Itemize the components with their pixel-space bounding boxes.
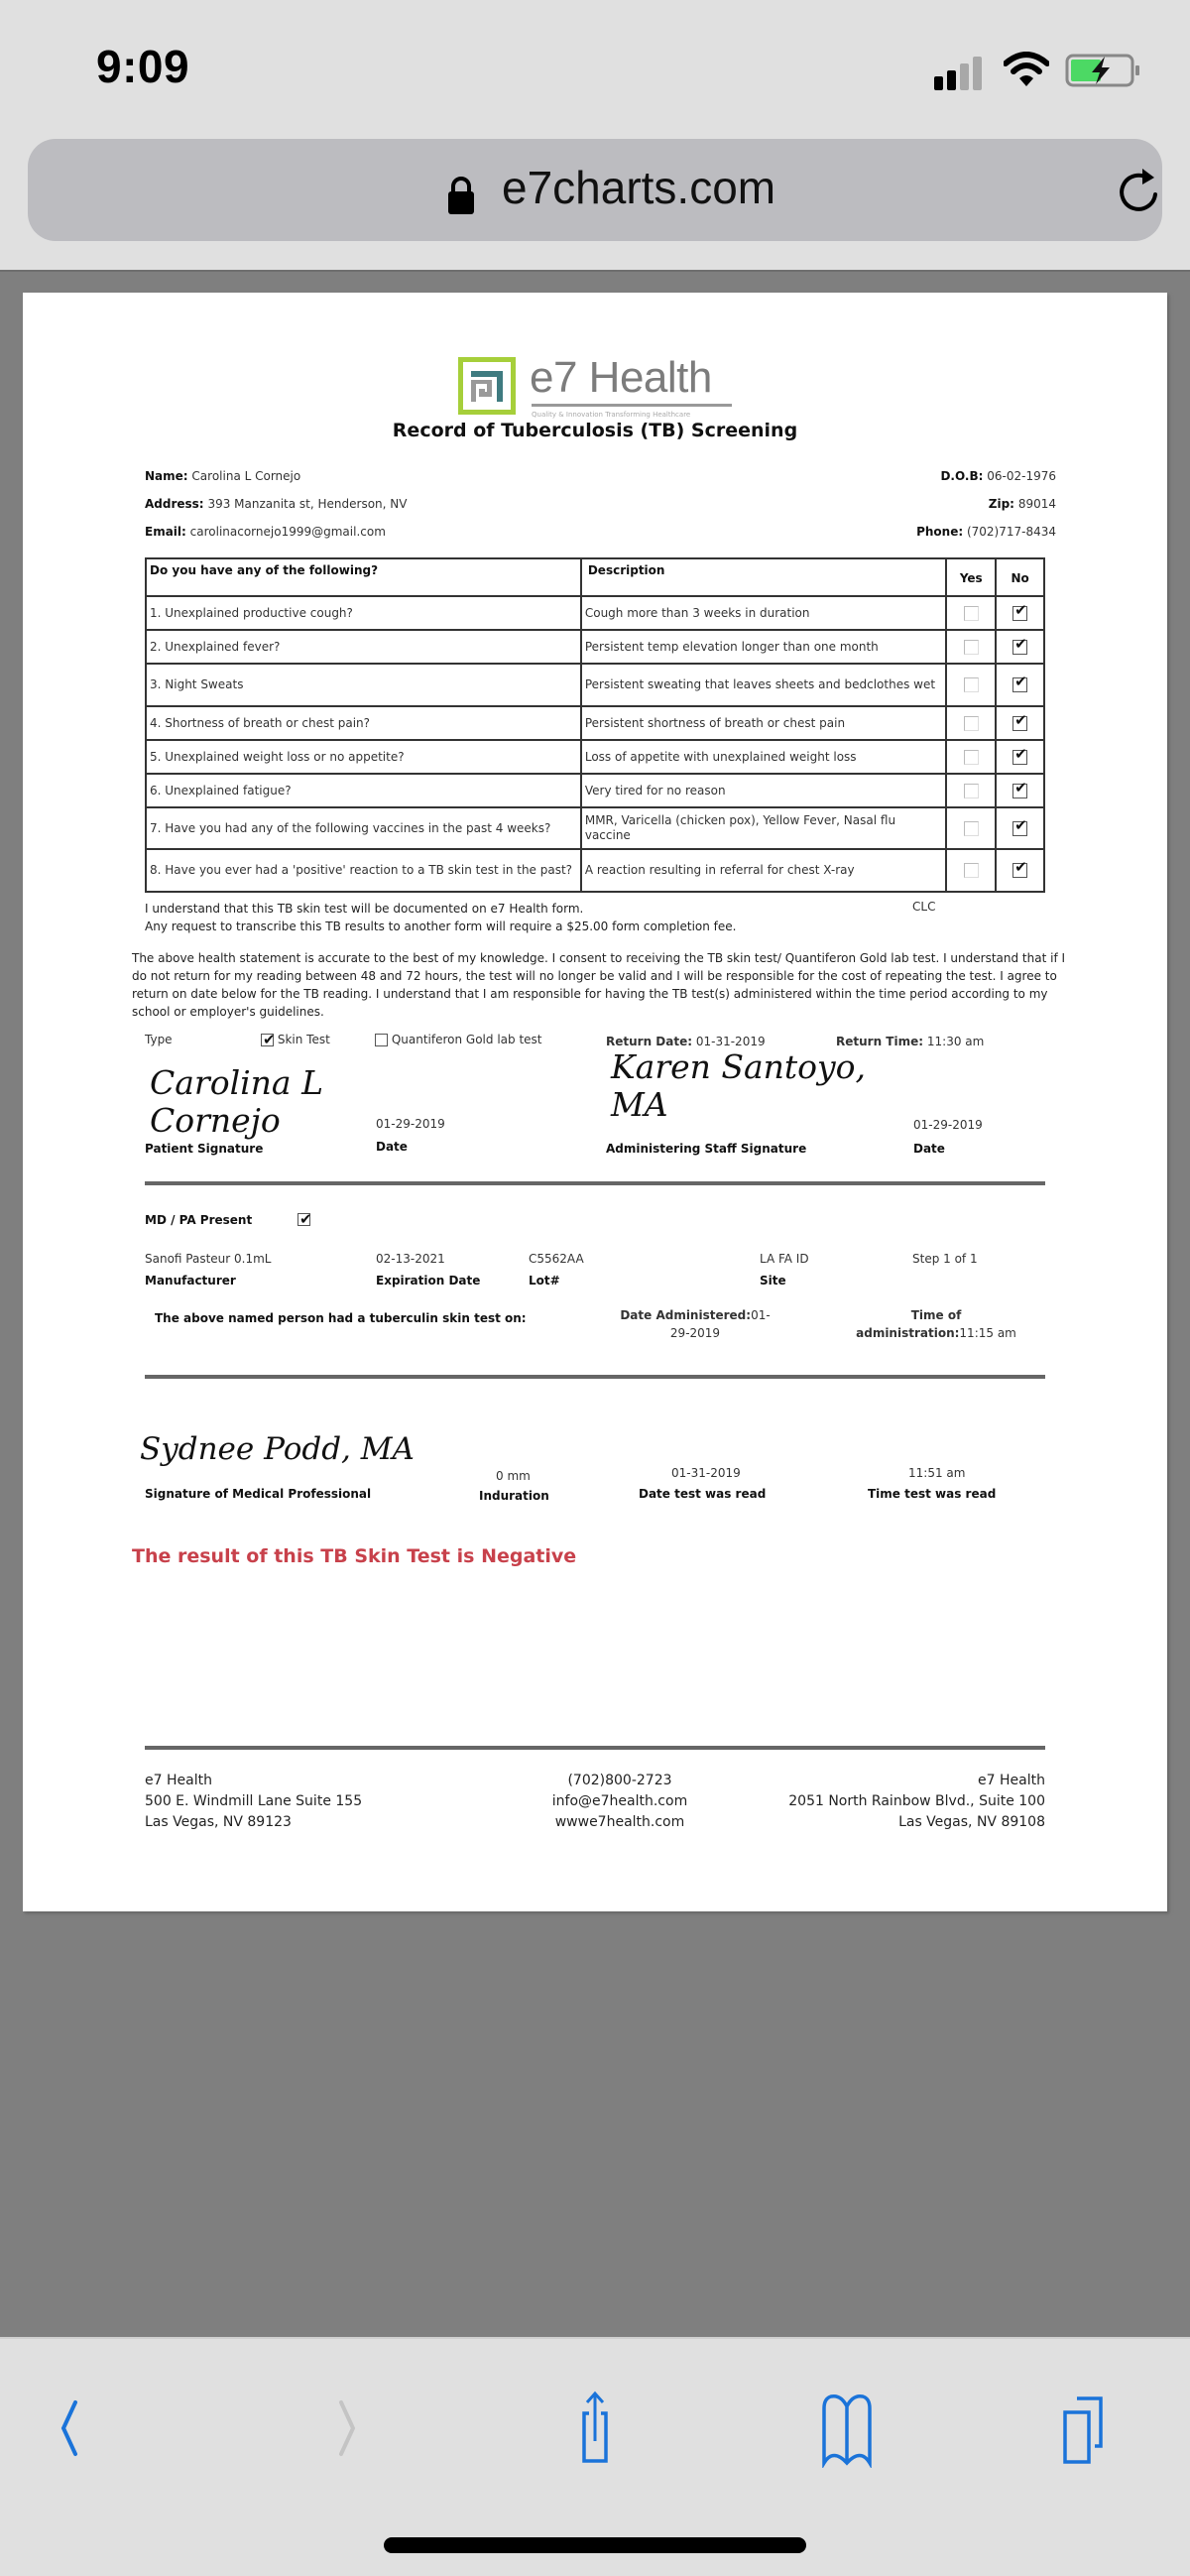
share-icon[interactable]	[555, 2389, 635, 2468]
patient-name: Carolina L Cornejo	[191, 469, 301, 483]
expiration-value: 02-13-2021	[376, 1252, 445, 1266]
test-result: The result of this TB Skin Test is Negative	[132, 1545, 577, 1567]
dob-value: 06-02-1976	[987, 469, 1056, 483]
initials: CLC	[912, 900, 936, 914]
cellular-signal-icon	[934, 55, 994, 90]
footer-phone: (702)800-2723	[567, 1773, 672, 1788]
footer-left-line: e7 Health	[145, 1773, 212, 1788]
time-read-value: 11:51 am	[908, 1466, 966, 1480]
patient-name-row	[145, 469, 1056, 483]
patient-signature-line-2: Cornejo	[150, 1101, 281, 1140]
patient-address-row	[145, 497, 1056, 511]
header-no: No	[996, 558, 1044, 596]
question-cell: 7. Have you had any of the following vaccines in the past 4 weeks?	[146, 807, 581, 849]
wifi-icon	[1004, 52, 1049, 87]
expiration-label: Expiration Date	[376, 1274, 481, 1288]
email-label: Email:	[145, 525, 186, 539]
chevron-left-icon[interactable]	[40, 2389, 119, 2468]
no-checkbox[interactable]	[1012, 716, 1027, 731]
date-read-value: 01-31-2019	[671, 1466, 741, 1480]
tabs-icon[interactable]	[1057, 2389, 1136, 2468]
staff-signature	[611, 1048, 866, 1124]
status-time: 9:09	[96, 41, 190, 92]
patient-date-label: Date	[376, 1140, 408, 1154]
acknowledgement-line-2: Any request to transcribe this TB results to another form will require a $25.00 form completion fee.	[145, 920, 737, 933]
yes-checkbox[interactable]	[964, 821, 979, 836]
section-divider	[145, 1375, 1045, 1379]
staff-signature-line-2: MA	[611, 1085, 668, 1124]
site-label: Site	[760, 1274, 786, 1288]
question-cell: 8. Have you ever had a 'positive' reaction to a TB skin test in the past?	[146, 849, 581, 892]
chevron-right-icon[interactable]	[298, 2389, 377, 2468]
description-cell: Cough more than 3 weeks in duration	[581, 596, 947, 630]
table-header-row	[146, 558, 1044, 596]
description-cell: MMR, Varicella (chicken pox), Yellow Fever, Nasal flu vaccine	[581, 807, 947, 849]
home-indicator[interactable]	[384, 2537, 806, 2553]
footer-left-address	[145, 1771, 362, 1833]
step-value: Step 1 of 1	[912, 1252, 978, 1266]
induration-value: 0 mm	[496, 1469, 531, 1483]
skin-test-checkbox[interactable]	[261, 1034, 274, 1046]
patient-signature-line-1: Carolina L	[150, 1063, 324, 1102]
manufacturer-value: Sanofi Pasteur 0.1mL	[145, 1252, 272, 1266]
footer-website: wwwe7health.com	[554, 1814, 685, 1830]
site-value: LA FA ID	[760, 1252, 809, 1266]
acknowledgement-line-1: I understand that this TB skin test will be documented on e7 Health form.	[145, 902, 584, 916]
header-yes: Yes	[946, 558, 996, 596]
phone-value: (702)717-8434	[966, 525, 1056, 539]
quantiferon-label: Quantiferon Gold lab test	[391, 1033, 542, 1046]
logo-rule	[532, 404, 732, 407]
zip-label: Zip:	[988, 497, 1014, 511]
footer-right-line: Las Vegas, NV 89108	[898, 1814, 1045, 1830]
patient-signature	[150, 1064, 323, 1140]
return-date-value: 01-31-2019	[695, 1035, 766, 1048]
consent-paragraph: The above health statement is accurate to the best of my knowledge. I consent to receiving the TB skin test/ Quantiferon Gold lab test. I understand that if I do not return for my reading between 48 and 72 hours, the test will no longer be valid and I will be responsible for the cost of repeating the test. I agree to return on date below for the TB reading. I understand that I am responsible for having the TB test(s) administered within the time period according to my school or employer's guidelines.	[132, 951, 1066, 1019]
footer-right-line: 2051 North Rainbow Blvd., Suite 100	[788, 1793, 1045, 1809]
no-checkbox[interactable]	[1012, 750, 1027, 765]
skin-test-label: Skin Test	[277, 1033, 330, 1046]
table-row	[146, 706, 1044, 740]
footer-email: info@e7health.com	[551, 1793, 688, 1809]
no-checkbox[interactable]	[1012, 784, 1027, 798]
logo-brand-text: e7 Health	[530, 353, 712, 402]
quantiferon-checkbox[interactable]	[375, 1034, 388, 1046]
zip-value: 89014	[1017, 497, 1056, 511]
staff-date-label: Date	[913, 1142, 945, 1156]
address-bar[interactable]	[28, 139, 1162, 241]
description-cell: Persistent temp elevation longer than one month	[581, 630, 947, 664]
battery-charging-icon	[1065, 54, 1142, 87]
header-description: Description	[581, 558, 947, 596]
description-cell: Persistent shortness of breath or chest pain	[581, 706, 947, 740]
staff-signature-label: Administering Staff Signature	[606, 1142, 807, 1156]
no-checkbox[interactable]	[1012, 677, 1027, 692]
table-row	[146, 807, 1044, 849]
dob-label: D.O.B:	[940, 469, 984, 483]
question-cell: 4. Shortness of breath or chest pain?	[146, 706, 581, 740]
footer-left-line: Las Vegas, NV 89123	[145, 1814, 292, 1830]
manufacturer-label: Manufacturer	[145, 1274, 236, 1288]
footer-right-address	[788, 1771, 1045, 1833]
url-text[interactable]: e7charts.com	[502, 162, 776, 213]
phone-label: Phone:	[916, 525, 964, 539]
no-checkbox[interactable]	[1012, 640, 1027, 655]
return-time-field	[836, 1035, 984, 1048]
address-label: Address:	[145, 497, 204, 511]
lock-icon	[446, 176, 476, 215]
footer-right-line: e7 Health	[978, 1773, 1045, 1788]
book-icon[interactable]	[807, 2389, 887, 2468]
staff-date: 01-29-2019	[913, 1118, 983, 1132]
yes-checkbox[interactable]	[964, 750, 979, 765]
staff-signature-line-1: Karen Santoyo,	[611, 1047, 867, 1086]
lot-label: Lot#	[529, 1274, 560, 1288]
type-label: Type	[145, 1033, 173, 1046]
header-question: Do you have any of the following?	[146, 558, 581, 596]
no-checkbox[interactable]	[1012, 821, 1027, 836]
yes-checkbox[interactable]	[964, 784, 979, 798]
md-pa-present-label: MD / PA Present	[145, 1213, 253, 1227]
time-read-label: Time test was read	[868, 1487, 997, 1501]
logo-mark-icon	[458, 357, 516, 415]
document-page	[23, 293, 1167, 1911]
return-time-label: Return Time:	[836, 1035, 924, 1048]
symptom-questionnaire-table	[145, 557, 1045, 893]
yes-checkbox[interactable]	[964, 716, 979, 731]
date-read-label: Date test was read	[639, 1487, 767, 1501]
question-cell: 5. Unexplained weight loss or no appetite?	[146, 740, 581, 774]
table-row	[146, 630, 1044, 664]
question-cell: 2. Unexplained fever?	[146, 630, 581, 664]
reload-icon[interactable]	[1115, 165, 1164, 218]
document-title: Record of Tuberculosis (TB) Screening	[392, 420, 798, 441]
time-administered-field	[842, 1306, 1030, 1342]
question-cell: 6. Unexplained fatigue?	[146, 774, 581, 807]
date-administered-label: Date Administered:	[620, 1308, 752, 1322]
footer-contact	[496, 1771, 744, 1833]
question-cell: 3. Night Sweats	[146, 664, 581, 706]
no-checkbox[interactable]	[1012, 606, 1027, 621]
description-cell: A reaction resulting in referral for chest X-ray	[581, 849, 947, 892]
time-administered-label: Time of administration:	[856, 1308, 962, 1340]
dob-field	[940, 469, 1056, 483]
return-date-field	[606, 1035, 766, 1048]
medical-professional-signature: Sydnee Podd, MA	[140, 1431, 415, 1467]
footer-left-line: 500 E. Windmill Lane Suite 155	[145, 1793, 363, 1809]
yes-checkbox[interactable]	[964, 640, 979, 655]
table-row	[146, 849, 1044, 892]
yes-checkbox[interactable]	[964, 863, 979, 878]
lot-value: C5562AA	[529, 1252, 584, 1266]
description-cell: Very tired for no reason	[581, 774, 947, 807]
phone-field	[916, 525, 1056, 539]
footer-divider	[145, 1746, 1045, 1750]
patient-signature-label: Patient Signature	[145, 1142, 264, 1156]
yes-checkbox[interactable]	[964, 606, 979, 621]
induration-label: Induration	[479, 1489, 549, 1503]
question-cell: 1. Unexplained productive cough?	[146, 596, 581, 630]
zip-field	[989, 497, 1056, 511]
date-administered-field	[616, 1306, 774, 1342]
return-time-value: 11:30 am	[926, 1035, 985, 1048]
name-label: Name:	[145, 469, 188, 483]
table-row	[146, 596, 1044, 630]
e7-health-logo	[458, 353, 756, 423]
table-row	[146, 664, 1044, 706]
patient-date: 01-29-2019	[376, 1117, 445, 1131]
patient-email-row	[145, 525, 1056, 539]
yes-checkbox[interactable]	[964, 677, 979, 692]
no-checkbox[interactable]	[1012, 863, 1027, 878]
md-pa-present-checkbox[interactable]	[298, 1213, 310, 1226]
description-cell: Persistent sweating that leaves sheets and bedclothes wet	[581, 664, 947, 706]
administration-statement: The above named person had a tuberculin skin test on:	[155, 1311, 527, 1325]
acknowledgement	[145, 900, 737, 935]
logo-tagline: Quality & Innovation Transforming Healthcare	[532, 411, 691, 419]
skin-test-option[interactable]	[261, 1033, 330, 1046]
section-divider	[145, 1181, 1045, 1185]
table-row	[146, 774, 1044, 807]
status-bar	[0, 0, 1190, 139]
description-cell: Loss of appetite with unexplained weight loss	[581, 740, 947, 774]
medical-professional-label: Signature of Medical Professional	[145, 1487, 372, 1501]
quantiferon-option[interactable]	[375, 1033, 542, 1046]
table-row	[146, 740, 1044, 774]
patient-email: carolinacornejo1999@gmail.com	[189, 525, 386, 539]
time-administered-value: 11:15 am	[959, 1326, 1016, 1340]
patient-address: 393 Manzanita st, Henderson, NV	[207, 497, 408, 511]
date-administered-value: 01-29-2019	[669, 1308, 771, 1340]
return-date-label: Return Date:	[606, 1035, 693, 1048]
